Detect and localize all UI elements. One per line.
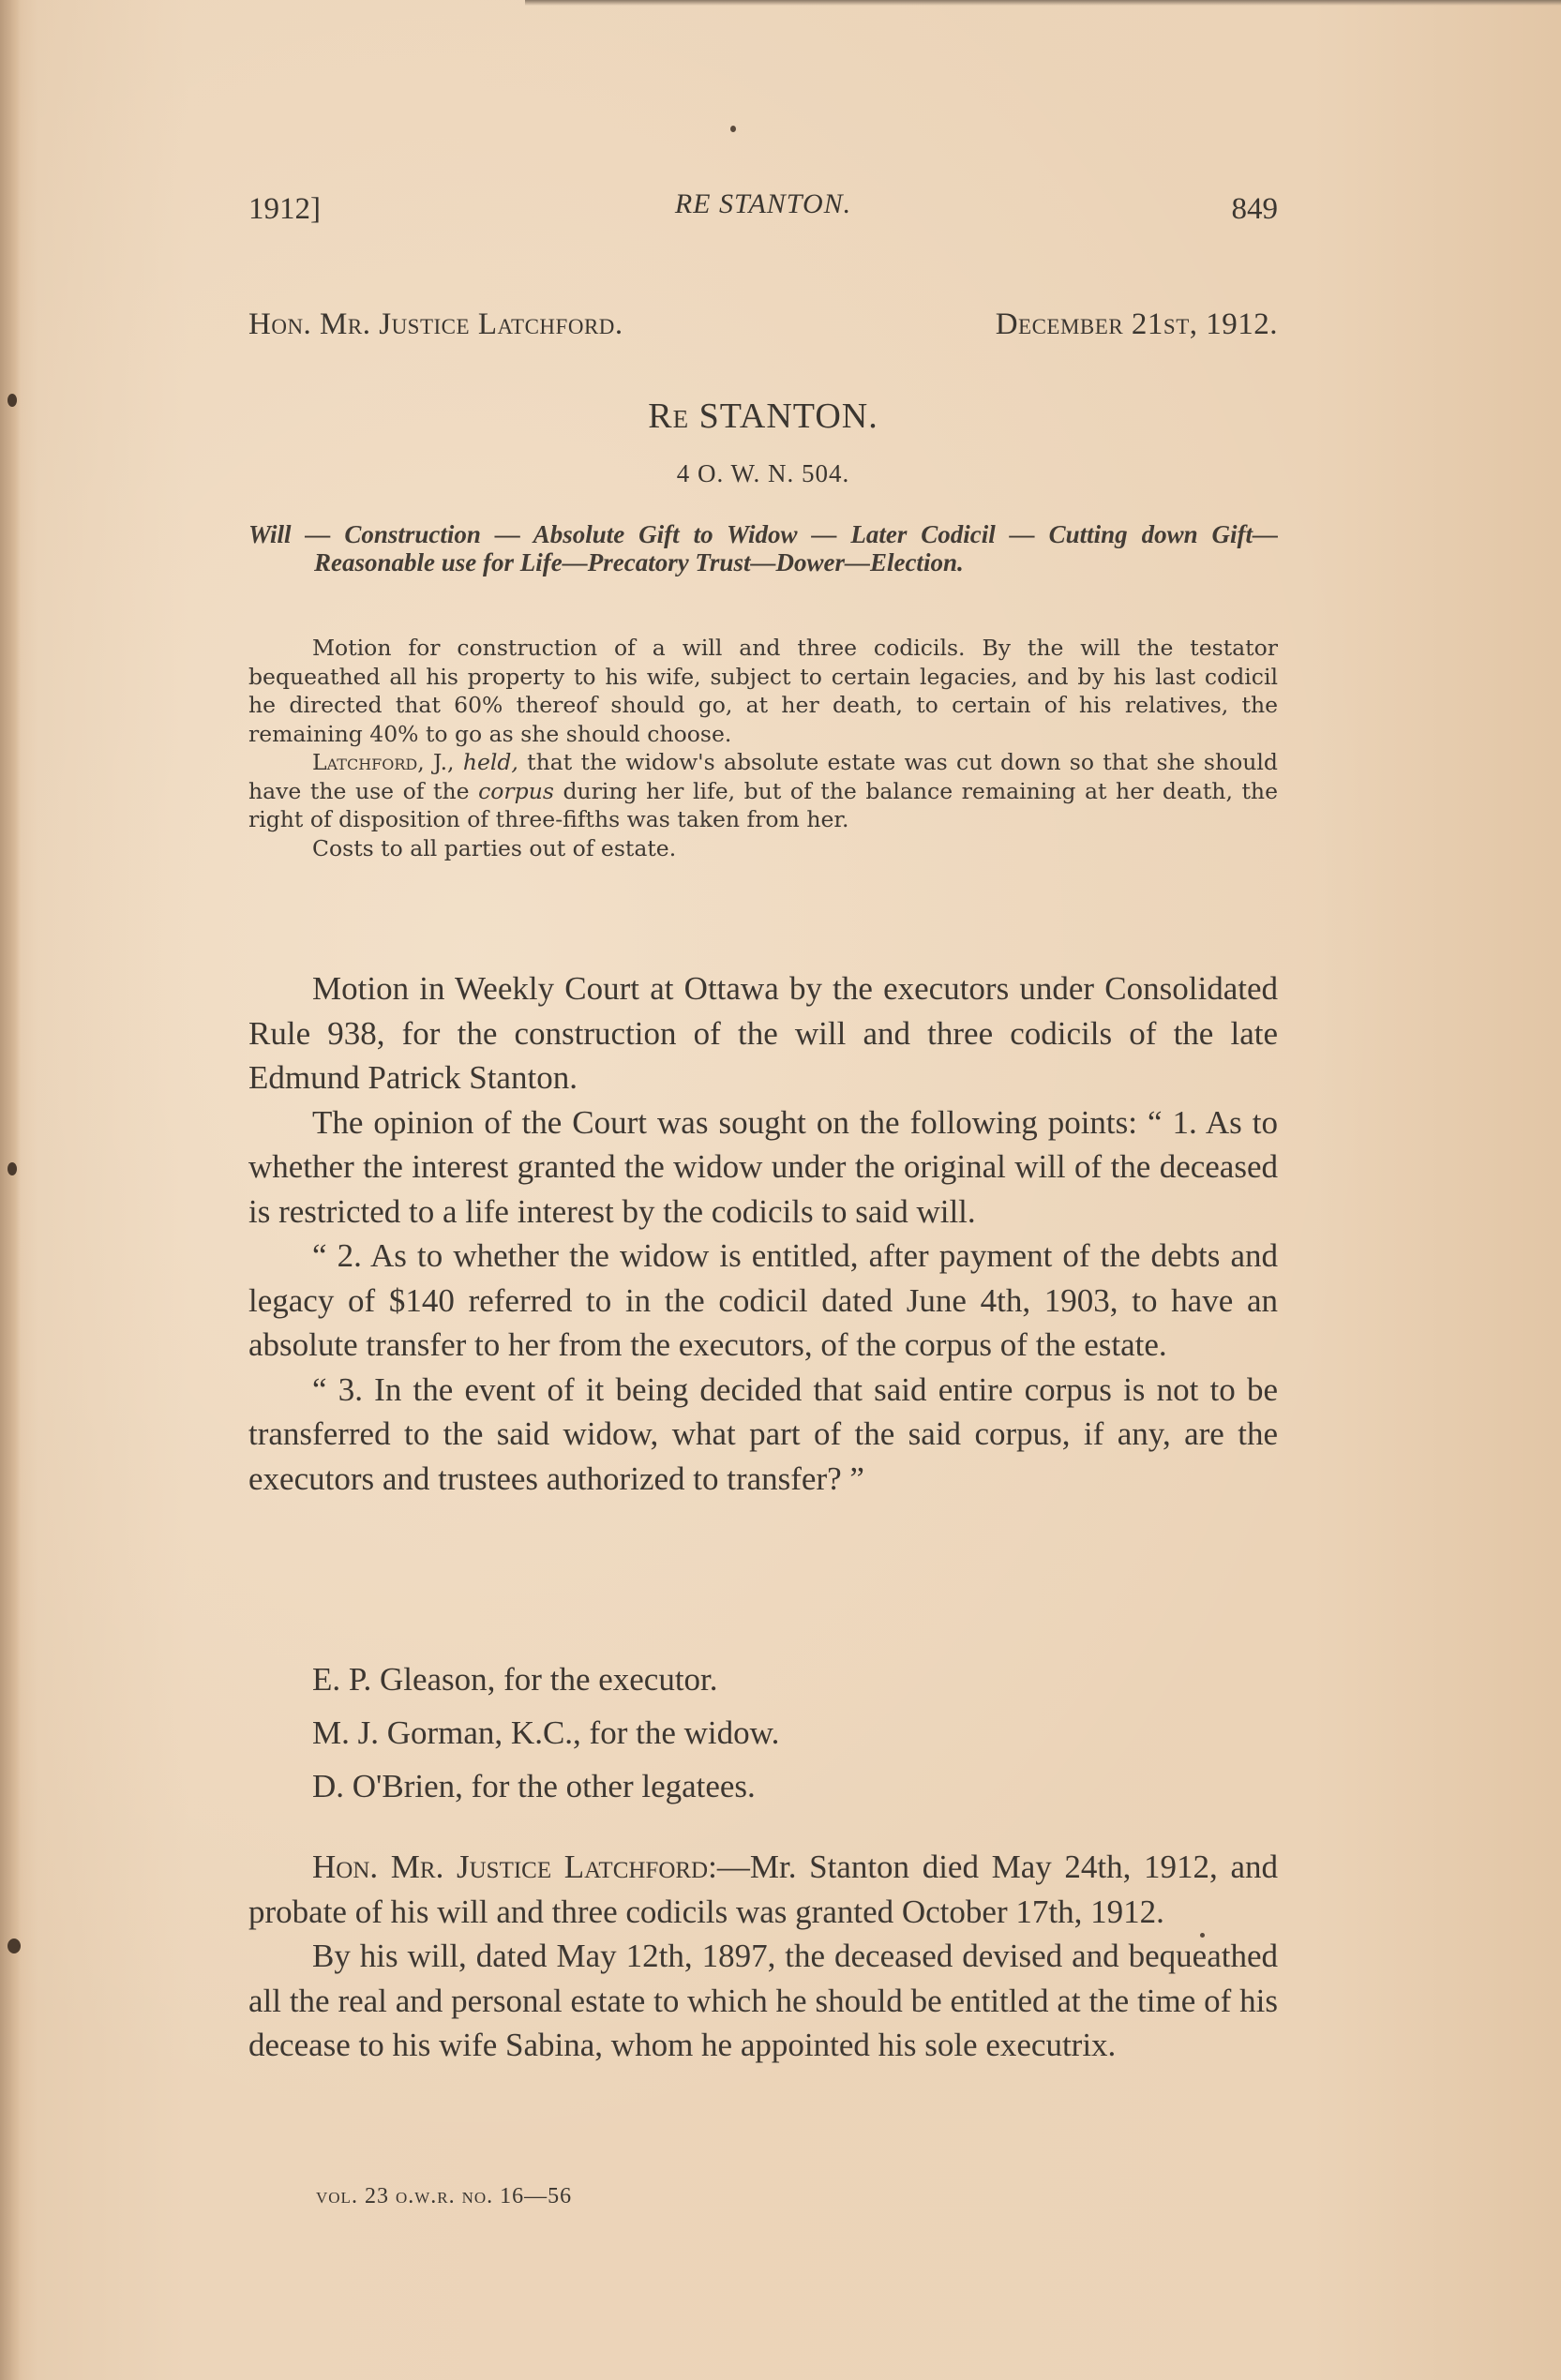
judgment-paragraph-1 bbox=[248, 1845, 1278, 1934]
judge-name: Hon. Mr. Justice Latchford. bbox=[248, 307, 623, 341]
running-head-title: RE STANTON. bbox=[674, 188, 852, 219]
counsel-list bbox=[248, 1657, 1278, 1818]
body-paragraph-1: Motion in Weekly Court at Ottawa by the executors under Consolidated Rule 938, for the construction of the will and three codicils of the late Edmund Patrick Stanton. bbox=[248, 970, 1278, 1096]
binding-mark bbox=[8, 1938, 21, 1953]
summary-text-b: during her life, but of the balance remaining at her death, the right of disposition of three-fifths was taken from her. bbox=[248, 777, 1278, 832]
page-number: 849 bbox=[1231, 192, 1278, 226]
binding-mark bbox=[8, 1162, 17, 1175]
judgment-paragraph-1-text: :—Mr. Stanton died May 24th, 1912, and probate of his will and three codicils was granted October 17th, 1912. bbox=[248, 1849, 1278, 1930]
judgment-body bbox=[248, 1845, 1278, 2068]
body-paragraph-2: The opinion of the Court was sought on the following points: “ 1. As to whether the interest granted the widow under the original will of the deceased is restricted to a life interest by the codicils to said will. bbox=[248, 1103, 1278, 1230]
judgment-judge-name: Hon. Mr. Justice Latchford bbox=[312, 1849, 709, 1885]
counsel-entry: E. P. Gleason, for the executor. bbox=[312, 1661, 718, 1698]
summary-paragraph-1: Motion for construction of a will and three codicils. By the will the testator bequeathed all his property to his wife, subject to certain legacies, and by his last codicil he directed that 60% thereof should go, at her death, to certain of his relatives, the remaining 40% to go as she should choose. bbox=[248, 635, 1278, 747]
case-title: Re STANTON. bbox=[648, 397, 878, 436]
headnote-catchwords bbox=[248, 520, 1278, 576]
judgment-paragraph-2: By his will, dated May 12th, 1897, the deceased devised and bequeathed all the real and personal estate to which he should be entitled at the time of his decease to his wife Sabina, whom he appointed his sole executrix. bbox=[248, 1938, 1278, 2063]
judge-date-line bbox=[248, 307, 1278, 350]
summary-held: held, bbox=[462, 749, 518, 775]
ink-speck bbox=[730, 126, 736, 132]
running-head bbox=[248, 188, 1278, 239]
body-paragraph-3: “ 2. As to whether the widow is entitled, after payment of the debts and legacy of $140 referred to in the codicil dated June 4th, 1903, to have an absolute transfer to her from the executors, of the corpus of the estate. bbox=[248, 1237, 1278, 1363]
page-top-edge bbox=[525, 0, 1561, 6]
motion-body bbox=[248, 966, 1278, 1501]
headnote-text: Will — Construction — Absolute Gift to Widow — Later Codicil — Cutting down Gift—Reasonable use for Life—Precatory Trust—Dower—Election. bbox=[248, 520, 1278, 576]
summary-judge-name: Latchford, J., bbox=[312, 749, 455, 775]
binding-mark bbox=[8, 394, 17, 407]
body-paragraph-4: “ 3. In the event of it being decided that said entire corpus is not to be transferred to the said widow, what part of the said corpus, if any, are the executors and trustees authorized to transfer? ” bbox=[248, 1370, 1278, 1497]
summary-corpus: corpus bbox=[478, 777, 554, 804]
decision-date: December 21st, 1912. bbox=[995, 307, 1278, 341]
counsel-entry: M. J. Gorman, K.C., for the widow. bbox=[312, 1714, 780, 1751]
headnote-summary bbox=[248, 634, 1278, 862]
running-head-year: 1912] bbox=[248, 192, 321, 226]
volume-footer: vol. 23 o.w.r. no. 16—56 bbox=[316, 2184, 573, 2208]
counsel-entry: D. O'Brien, for the other legatees. bbox=[312, 1768, 756, 1804]
case-citation: 4 O. W. N. 504. bbox=[676, 459, 850, 487]
summary-text-a: that the widow's absolute estate was cut down so that she should have the use of the bbox=[248, 749, 1278, 804]
page-spine-shadow bbox=[0, 0, 21, 2380]
summary-paragraph-2 bbox=[248, 748, 1278, 834]
summary-paragraph-3: Costs to all parties out of estate. bbox=[312, 834, 677, 861]
